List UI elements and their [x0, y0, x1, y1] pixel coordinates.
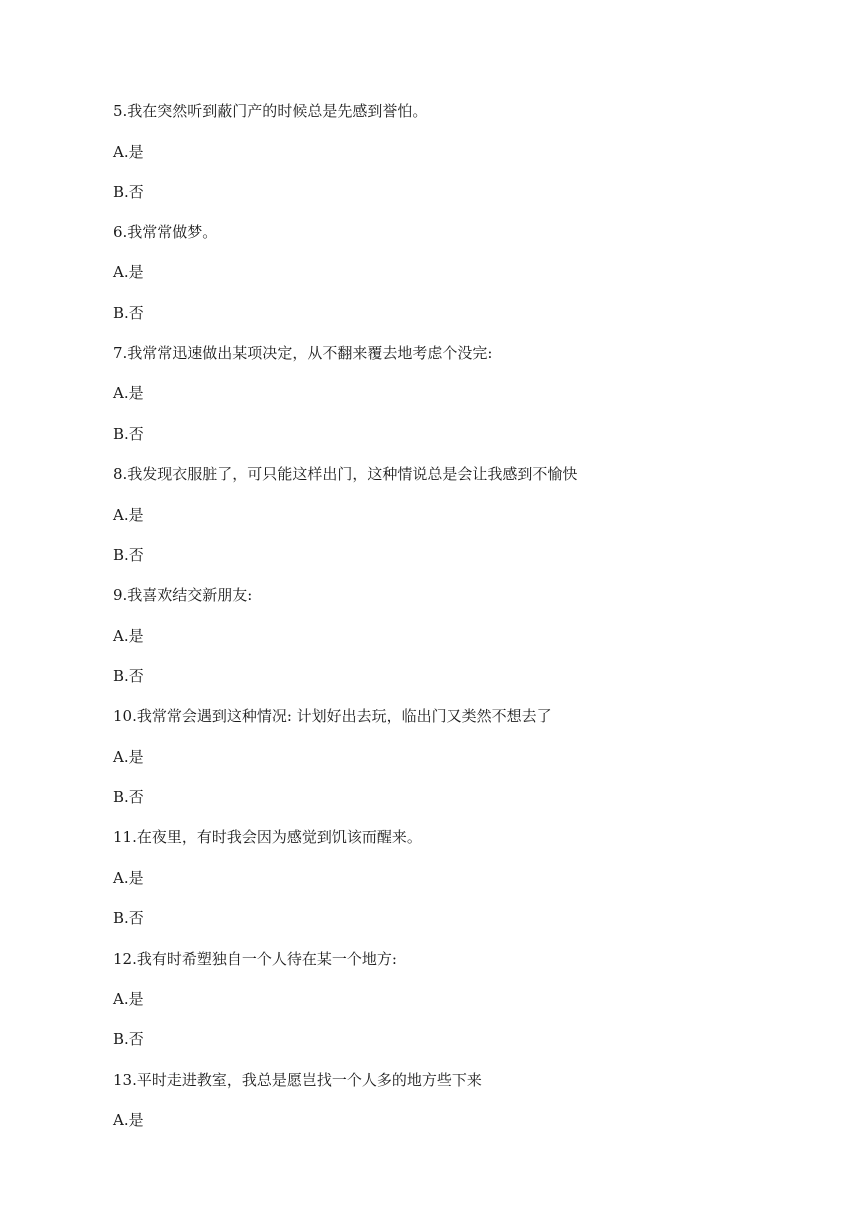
question-text: 8.我发现衣服脏了，可只能这样出门，这种情说总是会让我感到不愉快: [113, 465, 578, 483]
question-text: 7.我常常迅速做出某项决定，从不翻来覆去地考虑个没完:: [113, 344, 493, 362]
question-text: 13.平时走进教室，我总是愿岂找一个人多的地方些下来: [113, 1071, 482, 1089]
option-b: B.否: [113, 909, 144, 927]
question-text: 12.我有时希塑独自一个人待在某一个地方:: [113, 950, 397, 968]
option-b: B.否: [113, 546, 144, 564]
option-a: A.是: [113, 869, 144, 887]
option-a: A.是: [113, 627, 144, 645]
option-b: B.否: [113, 183, 144, 201]
question-text: 6.我常常做梦。: [113, 223, 218, 241]
option-a: A.是: [113, 748, 144, 766]
option-b: B.否: [113, 304, 144, 322]
option-a: A.是: [113, 384, 144, 402]
option-b: B.否: [113, 667, 144, 685]
option-b: B.否: [113, 1030, 144, 1048]
question-text: 9.我喜欢结交新朋友:: [113, 586, 253, 604]
question-text: 11.在夜里，有时我会因为感觉到饥该而醒来。: [113, 828, 422, 846]
option-a: A.是: [113, 1111, 144, 1129]
question-text: 10.我常常会遇到这种情况: 计划好出去玩，临出门又类然不想去了: [113, 707, 552, 725]
question-text: 5.我在突然听到蔽门产的时候总是先感到誉怕。: [113, 102, 428, 120]
option-a: A.是: [113, 263, 144, 281]
option-a: A.是: [113, 506, 144, 524]
option-b: B.否: [113, 425, 144, 443]
option-a: A.是: [113, 143, 144, 161]
option-b: B.否: [113, 788, 144, 806]
option-a: A.是: [113, 990, 144, 1008]
